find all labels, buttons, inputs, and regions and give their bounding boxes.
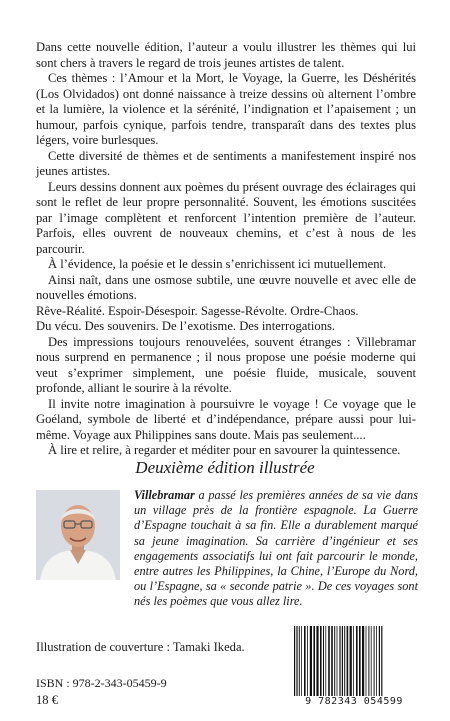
barcode-digits: 9 782343 054599 [290, 696, 418, 707]
blurb-paragraph: Il invite notre imagination à poursuivre le voyage ! Ce voyage que le Goéland, symbole de liberté et d’indépendance, prépare aussi pour lui-même. Voyage aux Philippines sans doute. Mais pas seulement.... [36, 396, 416, 442]
author-bio [134, 488, 418, 610]
blurb-paragraph: Cette diversité de thèmes et de sentiments a manifestement inspiré nos jeunes artistes. [36, 148, 416, 178]
blurb-paragraph: Dans cette nouvelle édition, l’auteur a voulu illustrer les thèmes qui lui sont chers à travers le regard de trois jeunes artistes de talent. [36, 40, 416, 70]
blurb-text [36, 40, 416, 459]
blurb-paragraph: Du vécu. Des souvenirs. De l’exotisme. Des interrogations. [36, 319, 336, 333]
author-bio-text: a passé les premières années de sa vie dans un village près de la frontière espagnole. La Guerre d’Espagne touchait à sa fin. Elle a durablement marqué sa jeune imagination. Sa carrière d’ingénieur et ses engagements associatifs lui ont fait parcourir le monde, entre autres les Philippines, la Chine, l’Europe du Nord, ou l’Espagne, sa « seconde patrie ». De ces voyages sont nés les poèmes que vous allez lire. [134, 488, 418, 609]
author-name: Villebramar [134, 488, 195, 502]
isbn: ISBN : 978-2-343-05459-9 [36, 676, 167, 690]
blurb-paragraph: Des impressions toujours renouvelées, souvent étranges : Villebramar nous surprend en permanence ; il nous propose une poésie moderne qui veut s’exprimer simplement, une poésie fluide, musicale, souvent profonde, alliant le sourire à la révolte. [36, 334, 416, 395]
price: 18 € [36, 693, 59, 707]
edition-title: Deuxième édition illustrée [135, 458, 315, 477]
blurb-paragraph: Leurs dessins donnent aux poèmes du présent ouvrage des éclairages qui sont le reflet de leur propre personnalité. Souvent, les émotions suscitées par l’image complètent et renforcent l’intention première de l’auteur. Parfois, elles ouvrent de nouveaux chemins, et c’est à nous de les parcourir. [36, 179, 416, 256]
blurb-paragraph: Ces thèmes : l’Amour et la Mort, le Voyage, la Guerre, les Déshérités (Los Olvidados) ont donné naissance à treize dessins où alternent l’ombre et la lumière, la violence et la sérénité, l’indignation et l’apaisement ; un humour, parfois cynique, parfois tendre, transparaît dans des textes plus légers, voire burlesques. [36, 71, 416, 147]
blurb-paragraph: À lire et relire, à regarder et méditer pour en savourer la quintessence. [48, 443, 401, 457]
blurb-paragraph: À l’évidence, la poésie et le dessin s’enrichissent ici mutuellement. [48, 257, 387, 271]
cover-illustration-credit: Illustration de couverture : Tamaki Ikeda. [36, 640, 245, 654]
blurb-paragraph: Rêve-Réalité. Espoir-Désespoir. Sagesse-Révolte. Ordre-Chaos. [36, 303, 359, 318]
author-photo [36, 490, 120, 580]
blurb-paragraph: Ainsi naît, dans une osmose subtile, une œuvre nouvelle et avec elle de nouvelles émotions. [36, 272, 416, 302]
